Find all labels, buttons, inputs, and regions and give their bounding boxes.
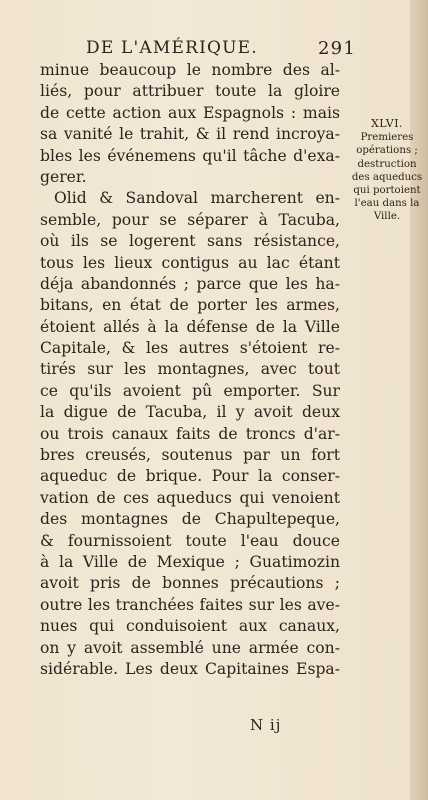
margin-note-line: l'eau dans la <box>354 198 420 210</box>
text-line: tirés sur les montagnes, avec tout <box>40 360 340 379</box>
paragraph-start-line: Olid & Sandoval marcherent en- <box>54 189 340 208</box>
margin-note-line: des aqueducs <box>351 171 423 183</box>
text-line: sidérable. Les deux Capitaines Espa- <box>40 659 340 678</box>
text-line: on y avoit assemblé une armée con- <box>40 638 340 657</box>
running-title: DE L'AMÉRIQUE. <box>86 38 258 58</box>
text-line: liés, pour attribuer toute la gloire <box>40 82 340 101</box>
text-line: de cette action aux Espagnols : mais <box>40 103 340 122</box>
text-line: ce qu'ils avoient pû emporter. Sur <box>40 381 340 400</box>
margin-note-number: XLVI. <box>370 117 404 130</box>
margin-note-line: Ville. <box>373 211 401 223</box>
text-line: vation de ces aqueducs qui venoient <box>40 488 340 507</box>
text-line: où ils se logerent sans résistance, <box>40 232 340 251</box>
text-line: étoient allés à la défense de la Ville <box>40 317 340 336</box>
margin-note-line: Premieres <box>360 132 414 144</box>
page-number: 291 <box>318 38 356 59</box>
text-line: sa vanité le trahit, & il rend incroya- <box>40 125 340 144</box>
text-line: déja abandonnés ; parce que les ha- <box>40 274 340 293</box>
text-line: la digue de Tacuba, il y avoit deux <box>40 403 340 422</box>
text-line: outre les tranchées faites sur les ave- <box>40 595 340 614</box>
text-line: bitans, en état de porter les armes, <box>40 296 340 315</box>
text-line: Capitale, & les autres s'étoient re- <box>40 339 340 358</box>
body-text <box>40 60 340 680</box>
margin-note <box>347 117 427 224</box>
text-line: des montagnes de Chapultepeque, <box>40 510 340 529</box>
text-line: aqueduc de brique. Pour la conser- <box>40 467 340 486</box>
margin-note-line: destruction <box>357 158 417 170</box>
text-line: bres creusés, soutenus par un fort <box>40 446 340 465</box>
text-line: minue beaucoup le nombre des al- <box>40 61 340 79</box>
signature-mark: N ij <box>250 716 282 734</box>
text-line: ou trois canaux faits de troncs d'ar- <box>40 424 340 443</box>
text-line: & fournissoient toute l'eau douce <box>40 531 340 550</box>
text-line: gerer. <box>40 167 87 186</box>
margin-note-line: opérations ; <box>356 145 418 157</box>
running-header <box>86 38 356 60</box>
text-line: à la Ville de Mexique ; Guatimozin <box>40 552 340 571</box>
margin-note-line: qui portoient <box>353 185 421 197</box>
text-line: semble, pour se séparer à Tacuba, <box>40 210 340 229</box>
text-line: avoit pris de bonnes précautions ; <box>40 574 340 593</box>
text-line: bles les événemens qu'il tâche d'exa- <box>40 146 340 165</box>
text-line: nues qui conduisoient aux canaux, <box>40 617 340 636</box>
text-line: tous les lieux contigus au lac étant <box>40 253 340 272</box>
